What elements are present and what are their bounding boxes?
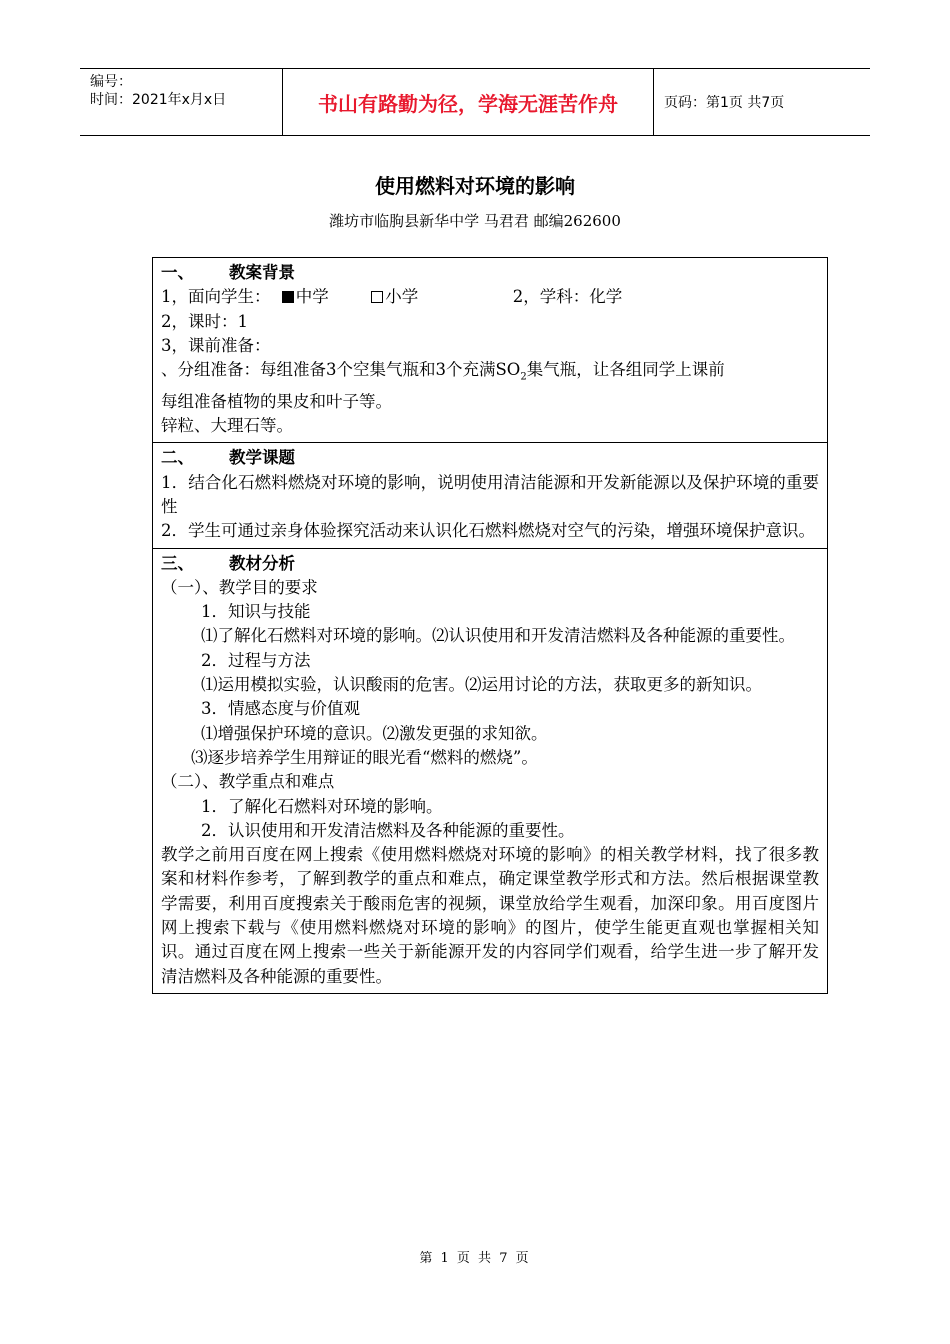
subheading-goals: （一）、教学目的要求: [161, 577, 318, 597]
section-heading: 二、 教学课题: [161, 448, 295, 468]
process-title: 2．过程与方法: [201, 650, 311, 670]
emotion-text-2: ⑶逐步培养学生用辩证的眼光看“燃料的燃烧”。: [191, 747, 538, 767]
group-prep-line: 、分组准备：每组准备3个空集气瓶和3个充满$SO_2$集气瓶，让各组同学上课前: [161, 360, 725, 383]
topic-paragraph-1: 1．结合化石燃料燃烧对环境的影响，说明使用清洁能源和开发新能源以及保护环境的重要性: [161, 472, 819, 516]
analysis-body: 教学之前用百度在网上搜索《使用燃料燃烧对环境的影响》的相关教学材料，找了很多教案和材料作参考，了解到教学的重点和难点，确定课堂教学形式和方法。然后根据课堂教学需要，利用百度搜索关于酸雨危害的视频，课堂放给学生观看，加深印象。用百度图片网上搜索下载与《使用燃料燃烧对环境的影响》的图片，使学生能更直观也掌握相关知识。通过百度在网上搜索一些关于新能源开发的内容同学们观看，给学生进一步了解开发清洁燃料及各种能源的重要性。: [161, 845, 819, 986]
section-topic: [153, 442, 827, 547]
page-header: [80, 68, 870, 136]
subject-label: 2，学科：化学: [512, 287, 623, 307]
code-label: 编号：: [90, 74, 132, 90]
emotion-text-1: ⑴增强保护环境的意识。⑵激发更强的求知欲。: [201, 723, 548, 743]
knowledge-title: 1．知识与技能: [201, 602, 311, 622]
header-page-info: 页码：第1页 共7页: [664, 95, 785, 111]
author-line: 潍坊市临朐县新华中学 马君君 邮编262600: [329, 212, 621, 230]
class-hours: 2，课时：1: [161, 311, 248, 331]
key-point-1: 1．了解化石燃料对环境的影响。: [201, 796, 443, 816]
topic-paragraph-2: 2．学生可通过亲身体验探究活动来认识化石燃料燃烧对空气的污染，增强环境保护意识。: [161, 521, 815, 541]
section-heading: 一、 教案背景: [161, 263, 295, 282]
process-text: ⑴运用模拟实验，认识酸雨的危害。⑵运用讨论的方法，获取更多的新知识。: [201, 675, 762, 695]
subheading-key-points: （二）、教学重点和难点: [161, 772, 335, 792]
section-background: [153, 258, 827, 442]
unchecked-box-icon: [371, 291, 383, 303]
header-meta: [80, 69, 282, 135]
target-students-row: 1，面向学生： 中学 小学 2，学科：化学: [161, 287, 623, 307]
knowledge-text: ⑴了解化石燃料对环境的影响。⑵认识使用和开发清洁燃料及各种能源的重要性。: [201, 626, 795, 646]
key-point-2: 2．认识使用和开发清洁燃料及各种能源的重要性。: [201, 820, 575, 840]
group-prep-line-2: 每组准备植物的果皮和叶子等。: [161, 391, 392, 411]
prep-label: 3，课前准备：: [161, 335, 271, 355]
lesson-plan-table: [152, 257, 828, 994]
materials-line: 锌粒、大理石等。: [161, 416, 293, 436]
emotion-title: 3．情感态度与价值观: [201, 699, 360, 719]
page-footer: 第 1 页 共 7 页: [419, 1251, 531, 1266]
header-motto: 书山有路勤为径，学海无涯苦作舟: [282, 69, 654, 135]
document-title: 使用燃料对环境的影响: [375, 174, 575, 198]
checked-box-icon: [282, 291, 294, 303]
section-analysis: [153, 548, 827, 993]
section-heading: 三、 教材分析: [161, 553, 295, 573]
time-label: 时间：2021年x月x日: [90, 92, 227, 108]
